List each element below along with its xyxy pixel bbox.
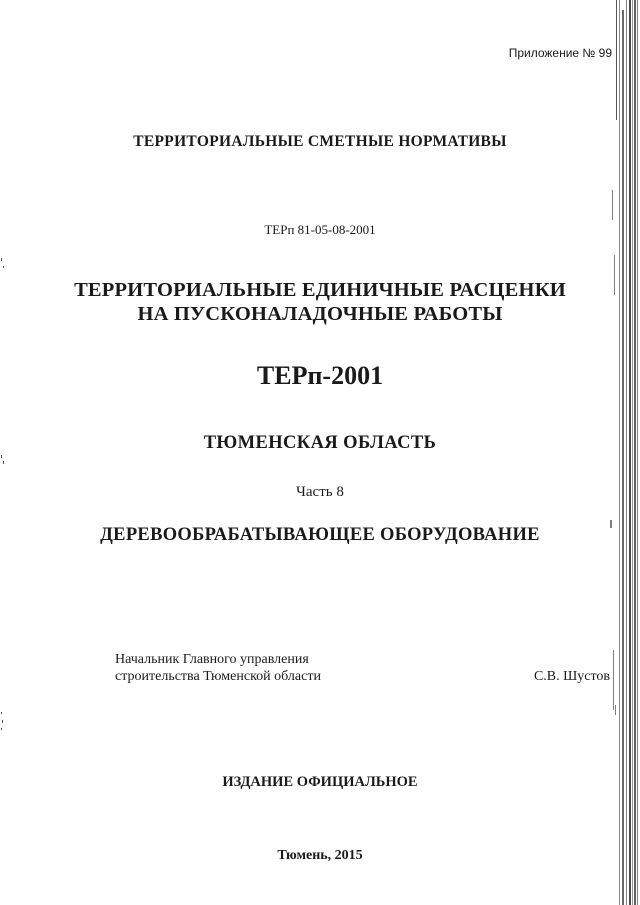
part-label: Часть 8 xyxy=(296,484,344,500)
edition-label: ИЗДАНИЕ ОФИЦИАЛЬНОЕ xyxy=(222,774,418,790)
document-code: ТЕРп 81-05-08-2001 xyxy=(264,222,376,237)
signer-position-line-2: строительства Тюменской области xyxy=(115,669,321,684)
organization-title: ТЕРРИТОРИАЛЬНЫЕ СМЕТНЫЕ НОРМАТИВЫ xyxy=(133,133,507,150)
main-title-line-2: НА ПУСКОНАЛАДОЧНЫЕ РАБОТЫ xyxy=(137,303,503,325)
short-title: ТЕРп-2001 xyxy=(256,361,384,390)
part-title: ДЕРЕВООБРАБАТЫВАЮЩЕЕ ОБОРУДОВАНИЕ xyxy=(100,525,540,545)
annex-number: Приложение № 99 xyxy=(508,46,612,60)
region-title: ТЮМЕНСКАЯ ОБЛАСТЬ xyxy=(203,433,437,453)
main-title-line-1: ТЕРРИТОРИАЛЬНЫЕ ЕДИНИЧНЫЕ РАСЦЕНКИ xyxy=(74,279,566,301)
place-and-year: Тюмень, 2015 xyxy=(277,848,363,863)
signer-name: С.В. Шустов xyxy=(533,669,610,684)
signer-position-line-1: Начальник Главного управления xyxy=(115,652,309,667)
